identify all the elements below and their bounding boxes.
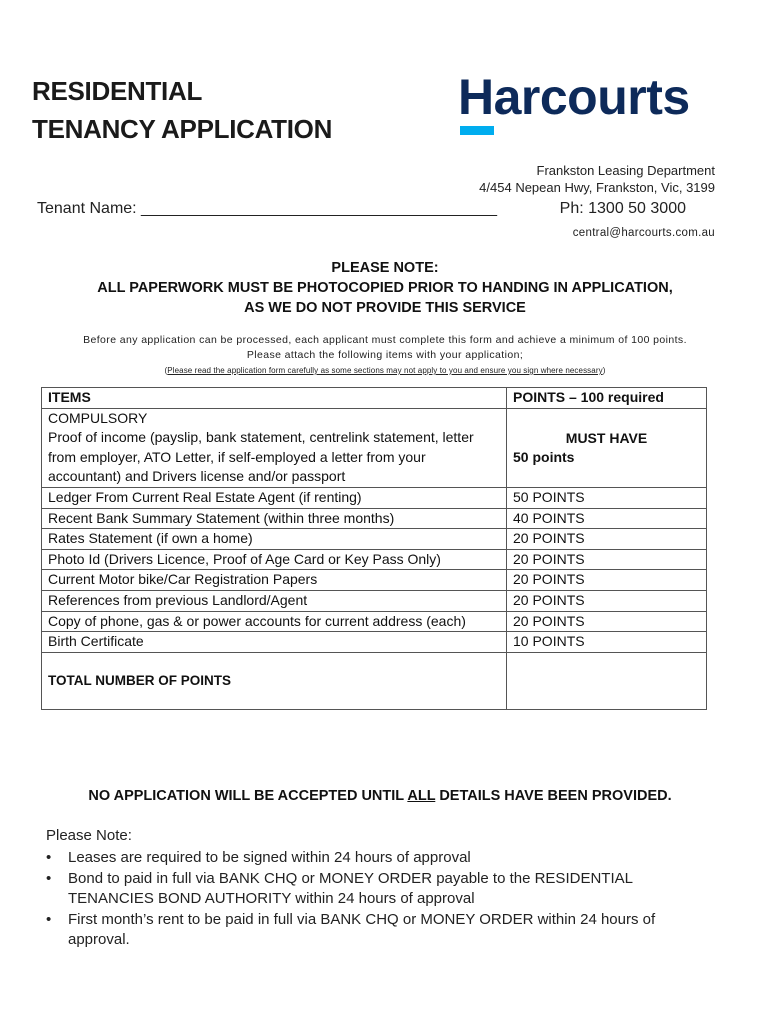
list-item bbox=[46, 848, 706, 869]
office-email: central@harcourts.com.au bbox=[572, 227, 715, 239]
bullet-icon: • bbox=[46, 910, 52, 928]
notice-line-1: PLEASE NOTE: bbox=[331, 260, 439, 276]
compulsory-points-cell bbox=[507, 408, 707, 487]
list-item-text: Bond to paid in full via BANK CHQ or MONEY ORDER payable to the RESIDENTIAL TENANCIES BOND AUTHORITY within 24 hours of approval bbox=[68, 869, 633, 907]
table-row bbox=[42, 549, 707, 570]
intro-text bbox=[0, 333, 770, 378]
table-header-row bbox=[42, 388, 707, 409]
intro-instruction: Please read the application form carefully as some sections may not apply to you and ensure you sign where necessary bbox=[167, 366, 603, 375]
total-label-text: TOTAL NUMBER OF POINTS bbox=[48, 672, 232, 688]
total-row bbox=[42, 652, 707, 709]
office-address: 4/454 Nepean Hwy, Frankston, Vic, 3199 bbox=[479, 180, 715, 195]
item-cell: Photo Id (Drivers Licence, Proof of Age Card or Key Pass Only) bbox=[42, 549, 507, 570]
intro-line-3 bbox=[0, 363, 770, 378]
compulsory-row bbox=[42, 408, 707, 487]
warning-suffix: DETAILS HAVE BEEN PROVIDED. bbox=[435, 788, 672, 804]
points-cell: 20 POINTS bbox=[507, 549, 707, 570]
acceptance-warning bbox=[0, 788, 760, 804]
must-have-label: MUST HAVE bbox=[565, 429, 648, 446]
bullet-icon: • bbox=[46, 849, 52, 866]
table-row bbox=[42, 632, 707, 653]
points-cell: 20 POINTS bbox=[507, 590, 707, 611]
harcourts-logo bbox=[458, 69, 728, 140]
points-cell: 40 POINTS bbox=[507, 508, 707, 529]
points-table bbox=[41, 387, 707, 710]
table-row bbox=[42, 529, 707, 550]
item-cell: Rates Statement (if own a home) bbox=[42, 529, 507, 550]
warning-emphasis: ALL bbox=[407, 788, 436, 804]
table-row bbox=[42, 570, 707, 591]
bullet-icon: • bbox=[46, 869, 52, 887]
points-cell: 20 POINTS bbox=[507, 611, 707, 632]
total-label bbox=[42, 652, 507, 709]
office-department: Frankston Leasing Department bbox=[536, 163, 715, 178]
office-details bbox=[479, 162, 715, 196]
table-row bbox=[42, 487, 707, 508]
intro-paren-open: ( bbox=[164, 366, 168, 375]
intro-line-1: Before any application can be processed, each applicant must complete this form and achieve a minimum of 100 points. bbox=[83, 334, 687, 346]
list-item bbox=[46, 910, 706, 951]
points-cell: 50 POINTS bbox=[507, 487, 707, 508]
tenant-name-field[interactable]: Tenant Name: ________________________________________ bbox=[37, 200, 497, 217]
list-item-text: Leases are required to be signed within 24 hours of approval bbox=[68, 849, 471, 866]
title-line-1: RESIDENTIAL bbox=[32, 76, 203, 106]
points-cell: 20 POINTS bbox=[507, 570, 707, 591]
items-header: ITEMS bbox=[42, 388, 507, 409]
title-line-2: TENANCY APPLICATION bbox=[32, 114, 333, 144]
item-cell: Recent Bank Summary Statement (within three months) bbox=[42, 508, 507, 529]
compulsory-label: COMPULSORY bbox=[48, 409, 148, 426]
please-note-notice bbox=[0, 258, 770, 318]
points-cell: 20 POINTS bbox=[507, 529, 707, 550]
logo-accent-bar bbox=[460, 126, 494, 135]
points-cell: 10 POINTS bbox=[507, 632, 707, 653]
logo-text: Harcourts bbox=[458, 69, 690, 125]
compulsory-text: Proof of income (payslip, bank statement, centrelink statement, letter from employer, ATO Letter, if self-employed a letter from your accountant) and Drivers license and/or passport bbox=[48, 429, 474, 485]
conditions-list bbox=[46, 848, 706, 951]
item-cell: Ledger From Current Real Estate Agent (if renting) bbox=[42, 487, 507, 508]
compulsory-cell bbox=[42, 408, 507, 487]
must-have-points: 50 points bbox=[513, 449, 575, 466]
table-row bbox=[42, 590, 707, 611]
list-item bbox=[46, 869, 706, 910]
page-title bbox=[32, 72, 332, 148]
office-phone: Ph: 1300 50 3000 bbox=[559, 200, 686, 217]
warning-prefix: NO APPLICATION WILL BE ACCEPTED UNTIL bbox=[88, 788, 408, 804]
points-header: POINTS – 100 required bbox=[507, 388, 707, 409]
please-note-label: Please Note: bbox=[46, 827, 132, 844]
item-cell: Birth Certificate bbox=[42, 632, 507, 653]
notice-line-2: ALL PAPERWORK MUST BE PHOTOCOPIED PRIOR TO HANDING IN APPLICATION, bbox=[97, 280, 673, 296]
item-cell: Copy of phone, gas & or power accounts for current address (each) bbox=[42, 611, 507, 632]
item-cell: References from previous Landlord/Agent bbox=[42, 590, 507, 611]
table-row bbox=[42, 508, 707, 529]
item-cell: Current Motor bike/Car Registration Papers bbox=[42, 570, 507, 591]
table-row bbox=[42, 611, 707, 632]
intro-line-2: Please attach the following items with your application; bbox=[246, 349, 524, 361]
intro-paren-close: ) bbox=[602, 366, 606, 375]
list-item-text: First month’s rent to be paid in full via BANK CHQ or MONEY ORDER within 24 hours of approval. bbox=[68, 910, 656, 948]
total-points-input[interactable] bbox=[507, 652, 707, 709]
notice-line-3: AS WE DO NOT PROVIDE THIS SERVICE bbox=[244, 300, 526, 316]
